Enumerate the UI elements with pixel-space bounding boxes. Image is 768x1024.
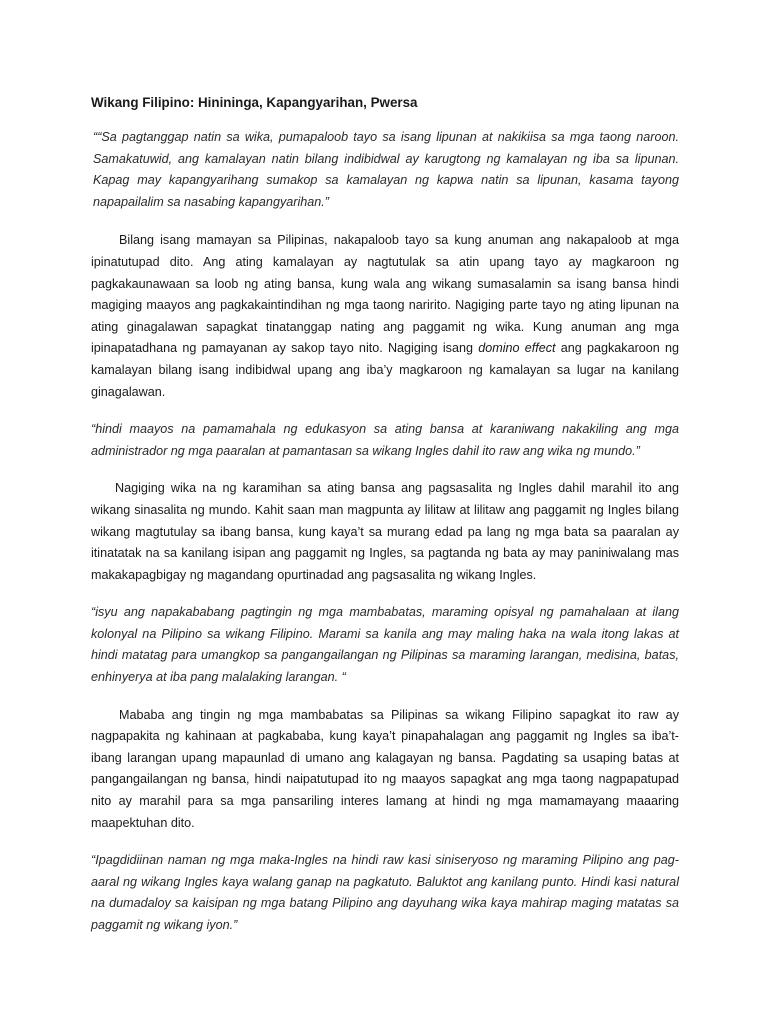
quote-paragraph: “hindi maayos na pamamahala ng edukasyon sa ating bansa at karaniwang nakakiling ang mga administrador ng mga paaralan at pamantasan sa wikang Ingles dahil ito raw ang wika ng mundo.” [91,422,679,458]
quote-paragraph: ““Sa pagtanggap natin sa wika, pumapaloob tayo sa isang lipunan at nakikiisa sa mga taong naroon. Samakatuwid, ang kamalayan natin bilang indibidwal ay karugtong ng kamalayan ng iba sa lipunan. Kapag may kapangyarihang sumakop sa kamalayan ng kapwa natin sa lipunan, kasama tayong napapailalim sa nasabing kapangyarihan.” [93,130,679,209]
quote-paragraph: “Ipagdidiinan naman ng mga maka-Ingles na hindi raw kasi siniseryoso ng maraming Pilipino ang pag-aaral ng wikang Ingles kaya walang ganap na pagkatuto. Baluktot ang kanilang punto. Hindi kasi natural na dumadaloy sa kaisipan ng mga batang Pilipino ang dayuhang wika kaya mahirap maging matatas sa paggamit ng wikang iyon.” [91,853,679,932]
body-paragraph: Nagiging wika na ng karamihan sa ating bansa ang pagsasalita ng Ingles dahil marahil ito ang wikang sinasalita ng mundo. Kahit saan man magpunta ay lilitaw at lilitaw ang paggamit ng Ingles bilang wikang magtutulay sa ibang bansa, kung kaya’t sa murang edad pa lang ng mga bata sa paaralan ay itinatatak na sa kanilang isipan ang paggamit ng Ingles, sa pagtanda ng bata ay may paniniwalang mas makakapagbigay ng magandang opurtinadad ang pagsasalita ng wikang Ingles. [91,481,679,582]
body-paragraph: Mababa ang tingin ng mga mambabatas sa Pilipinas sa wikang Filipino sapagkat ito raw ay nagpapakita ng kahinaan at pagkababa, kung kaya’t pinapahalagan ang paggamit ng Ingles sa iba’t-ibang larangan upang mapaunlad di umano ang kalagayan ng bansa. Pagdating sa usaping batas at pangangailangan ng bansa, hindi naipatutupad ito ng maayos sapagkat ang mga taong nagpapatupad nito ay marahil para sa mga pansariling interes lamang at hindi ng mga mamamayang maaaring maapektuhan dito. [91,707,679,830]
emphasis-term: domino effect [478,341,556,356]
body-paragraph [91,230,679,403]
document-title: Wikang Filipino: Hinininga, Kapangyarihan, Pwersa [91,95,418,110]
body-text: ang pagkakaroon ng kamalayan bilang isang indibidwal upang ang iba’y magkaroon ng kamalayan sa lugar na kanilang ginagalawan. [91,341,680,399]
quote-paragraph: “isyu ang napakababang pagtingin ng mga mambabatas, maraming opisyal ng pamahalaan at ilang kolonyal na Pilipino sa wikang Filipino. Marami sa kanila ang may maling haka na wala itong lakas at hindi matatag para umangkop sa pangangailangan ng Pilipinas sa maraming larangan, medisina, batas, enhinyerya at iba pang malalaking larangan. “ [91,605,679,685]
body-text: Bilang isang mamayan sa Pilipinas, nakapaloob tayo sa kung anuman ang nakapaloob at mga ipinatutupad dito. Ang ating kamalayan ay nagtutulak sa atin upang tayo ay magkaroon ng pagkakaunawaan sa loob ng ating bansa, kung wala ang wikang sumasalamin sa isang bansa hindi magiging maayos ang pagkakaintindihan ng mga taong naririto. Nagiging parte tayo ng ating lipunan na ating ginagalawan sapagkat tinatanggap nating ang paggamit ng wika. Kung anuman ang mga ipinapatadhana ng pamayanan ay sakop tayo nito. Nagiging isang [91,233,679,356]
